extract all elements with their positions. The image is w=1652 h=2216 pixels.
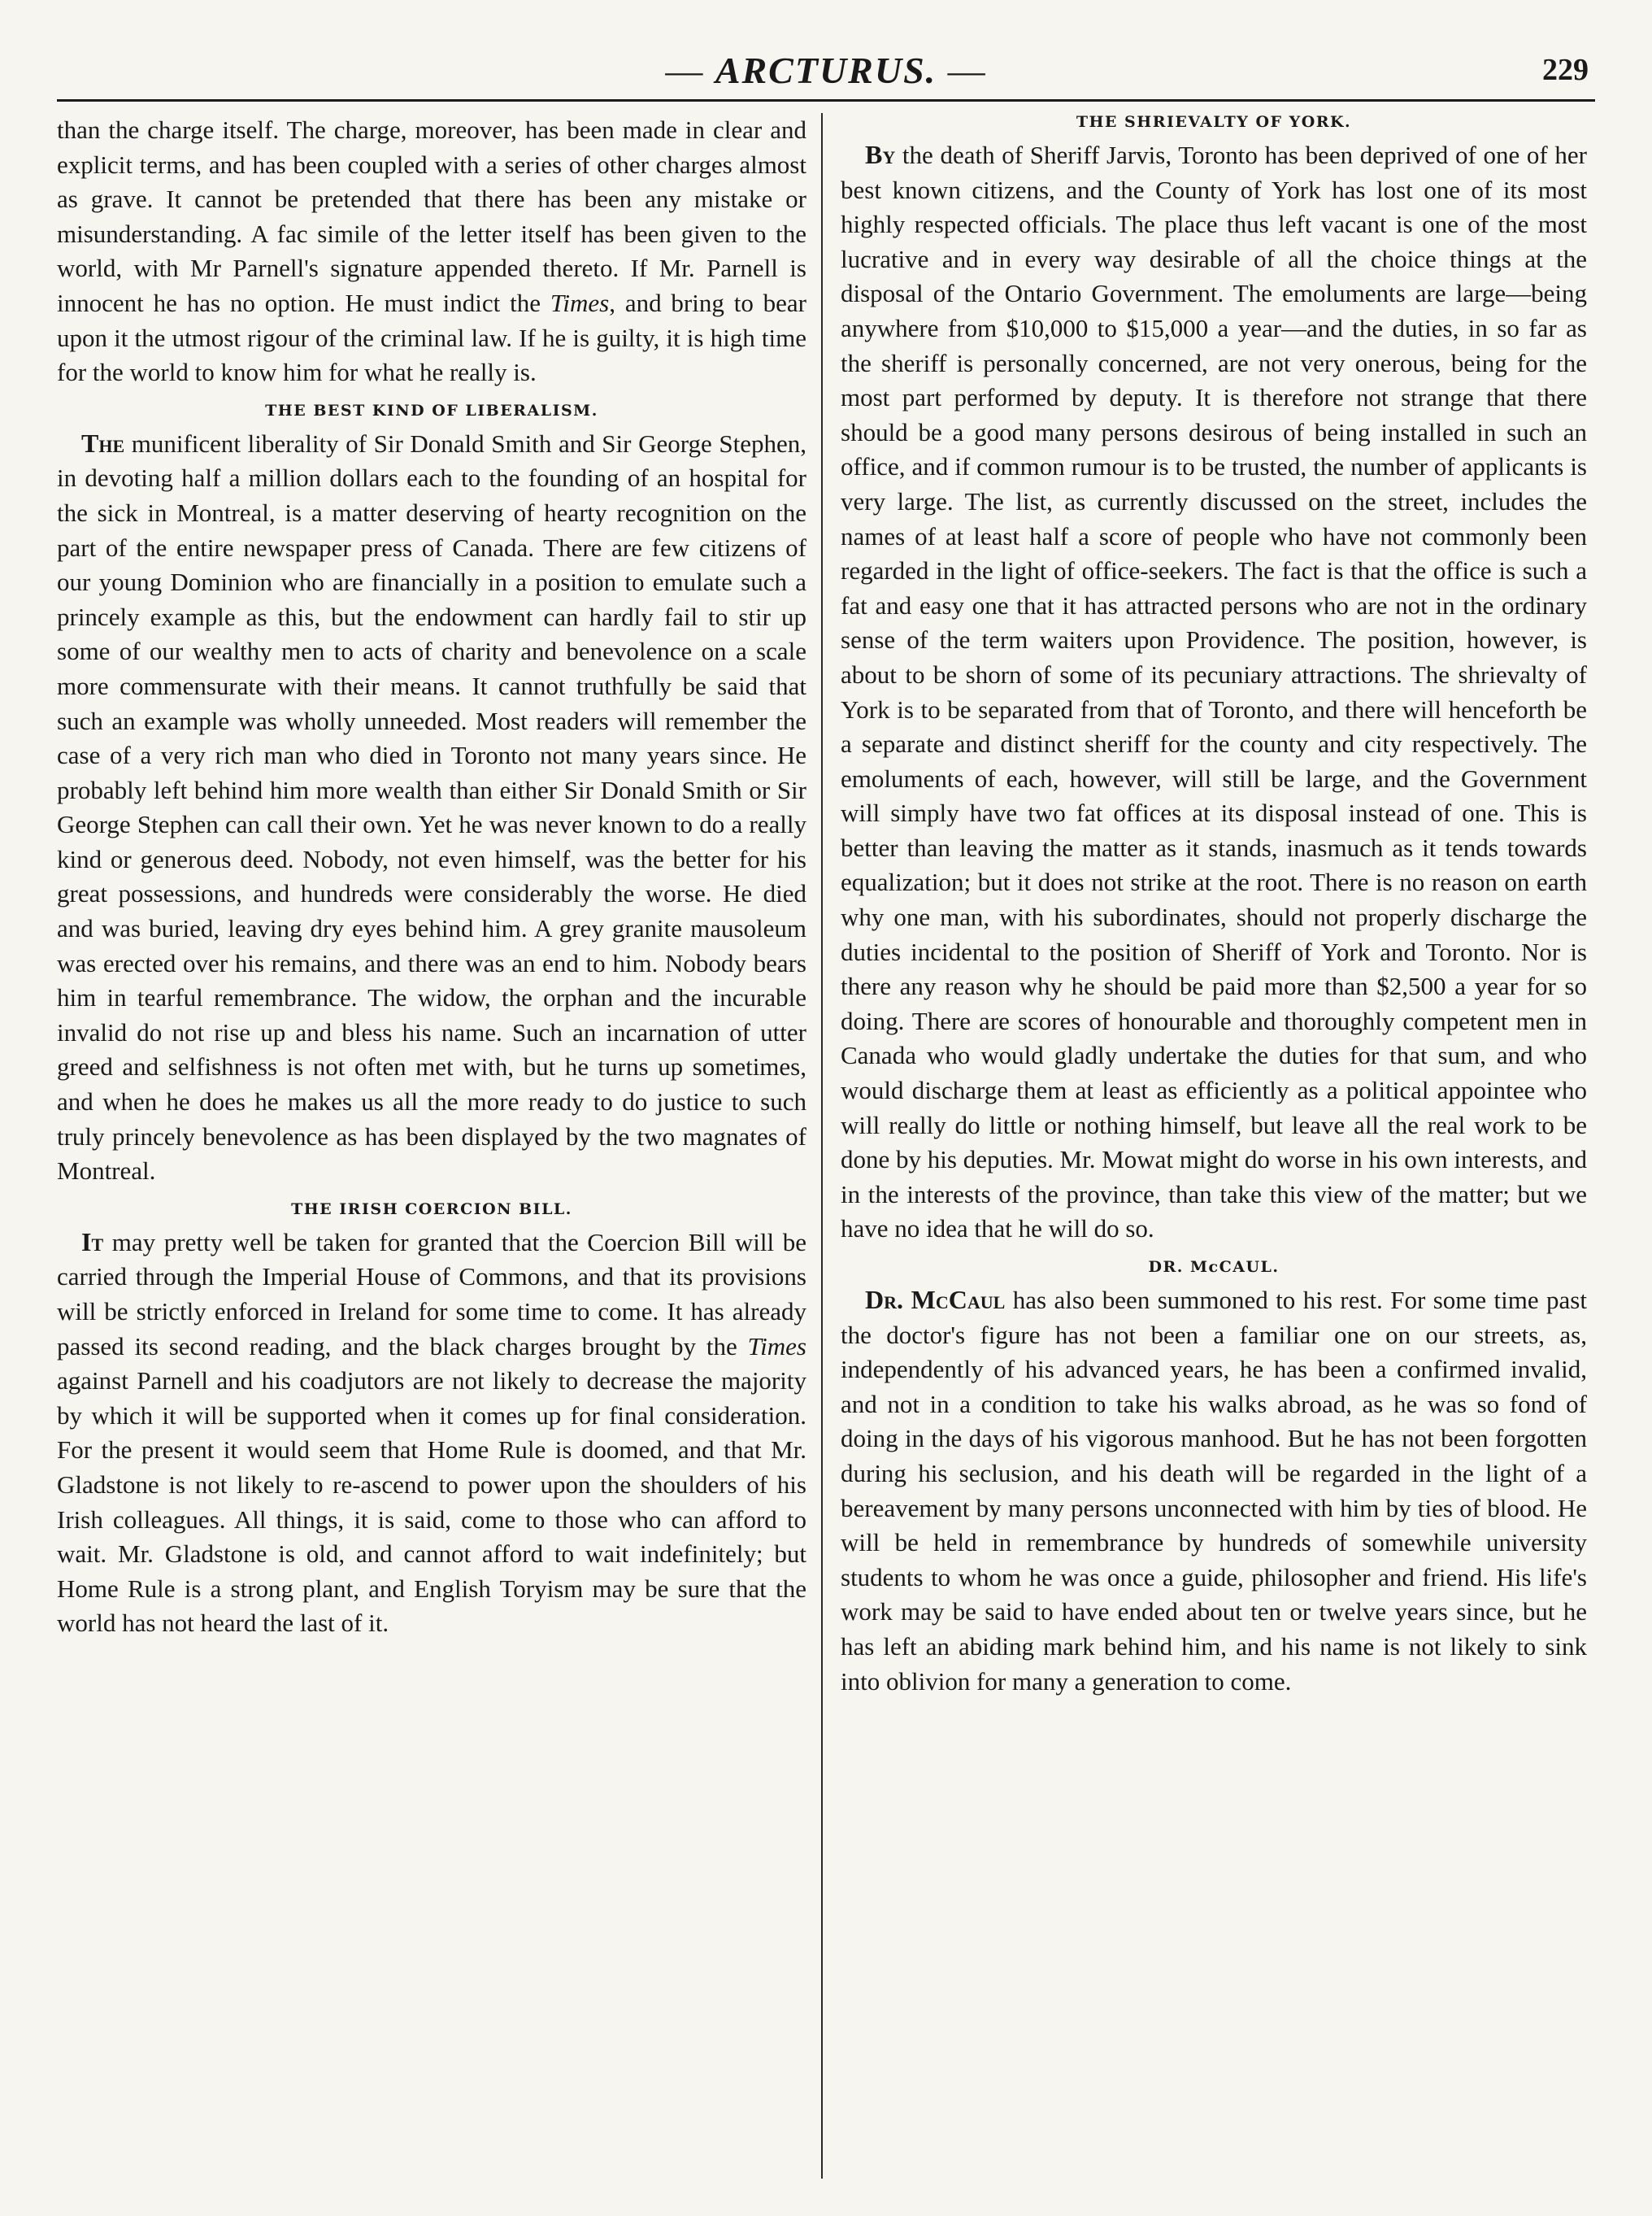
continuation-end-text: , and bring to bear upon it the utmost rigour of the criminal law. If he is guilty, it is high time for the world to know him for what he really is. — [57, 288, 807, 387]
article-best-kind-of-liberalism — [57, 426, 806, 1189]
lead-word: It — [81, 1226, 104, 1256]
times-reference: Times — [550, 288, 610, 317]
article-text: has also been summoned to his rest. For some time past the doctor's figure has not been a familiar one on our streets, as, independently of his advanced years, he has been a confirmed invalid, and not in a condition to take his walks abroad, as he was so fond of doing in the days of his vigorous manhood. But he has not been forgotten during his seclusion, and his death will be regarded in the light of a bereavement by many persons unconnected with him by ties of blood. He will be held in remembrance by hundreds of somewhile university students to whom he was once a guide, philosopher and friend. His life's work may be said to have ended about ten or twelve years since, but he has left an abiding mark behind him, and his name is not likely to sink into oblivion for many a generation to come. — [841, 1286, 1587, 1696]
lead-word: By — [865, 140, 896, 169]
masthead — [57, 42, 1595, 102]
continuation-text: than the charge itself. The charge, moreover, has been made in clear and explicit terms, and has been coupled with a series of other charges almost as grave. It cannot be pretended that there has been any mistake or misunderstanding. A fac simile of the letter itself has been given to the world, with Mr Parnell's signature appended thereto. If Mr. Parnell is innocent he has no option. He must indict the — [57, 115, 806, 317]
continued-article — [57, 113, 806, 390]
article-columns — [57, 113, 1595, 2195]
article-text: may pretty well be taken for granted that the Coercion Bill will be carried through the Imperial House of Commons, and that its provisions will be strictly enforced in Ireland for some time to come. It has already passed its second reading, and the black charges brought by the — [57, 1227, 806, 1361]
publication-title: — ARCTURUS. — — [665, 50, 987, 91]
article-dr-mccaul — [841, 1282, 1587, 1699]
heading-shrievalty-of-york: THE SHRIEVALTY OF YORK. — [1076, 113, 1352, 131]
article-irish-coercion-bill — [57, 1225, 806, 1641]
heading-best-kind-of-liberalism: THE BEST KIND OF LIBERALISM. — [265, 401, 598, 420]
right-column — [823, 113, 1587, 2195]
lead-word: Dr. McCaul — [865, 1285, 1006, 1314]
left-column — [57, 113, 821, 2195]
lead-word: The — [81, 428, 125, 458]
publication-title-text: ARCTURUS. — [715, 50, 937, 91]
article-text: the death of Sheriff Jarvis, Toronto has been deprived of one of her best known citizens, and the County of York has lost one of its most highly respected officials. The place thus left vacant is one of the most lucrative and in every way desirable of all the choice things at the disposal of the Ontario Government. The emoluments are large—being anywhere from $10,000 to $15,000 a year—and the duties, in so far as the sheriff is personally concerned, are not very onerous, being for the most part performed by deputy. It is therefore not strange that there should be a good many persons desirous of being installed in such an office, and if common rumour is to be trusted, the number of applicants is very large. The list, as currently discussed on the street, includes the names of at least half a score of people who have not commonly been regarded in the light of office-seekers. The fact is that the office is such a fat and easy one that it has attracted persons who are not in the ordinary sense of the term waiters upon Providence. The position, however, is about to be shorn of some of its pecuniary attractions. The shrievalty of York is to be separated from that of Toronto, and there will henceforth be a separate and distinct sheriff for the county and city respectively. The emoluments of each, however, will still be large, and the Government will simply have two fat offices at its disposal instead of one. This is better than leaving the matter as it stands, inasmuch as it tends towards equalization; but it does not strike at the root. There is no reason on earth why one man, with his subordinates, should not properly discharge the duties incidental to the position of Sheriff of York and Toronto. Nor is there any reason why he should be paid more than $2,500 a year for so doing. There are scores of honourable and thoroughly competent men in Canada who would gladly undertake the duties for that sum, and who would discharge them at least as efficiently as a political appointee who will really do little or nothing himself, but leave all the real work to be done by his deputies. Mr. Mowat might do worse in his own interests, and in the interests of the province, than take this view of the matter; but we have no idea that he will do so. — [841, 141, 1587, 1243]
article-text: against Parnell and his coadjutors are not likely to decrease the majority by which it will be supported when it comes up for final consideration. For the present it would seem that Home Rule is doomed, and that Mr. Gladstone is not likely to re-ascend to power upon the shoulders of his Irish colleagues. All things, it is said, come to those who can afford to wait. Mr. Gladstone is old, and cannot afford to wait indefinitely; but Home Rule is a strong plant, and English Toryism may be sure that the world has not heard the last of it. — [57, 1366, 806, 1638]
article-shrievalty-of-york — [841, 137, 1587, 1247]
times-reference: Times — [747, 1331, 806, 1361]
heading-irish-coercion-bill: THE IRISH COERCION BILL. — [291, 1199, 572, 1218]
page-number: 229 — [1542, 53, 1589, 87]
article-text: munificent liberality of Sir Donald Smith and Sir George Stephen, in devoting half a million dollars each to the founding of an hospital for the sick in Montreal, is a matter deserving of hearty recognition on the part of the entire newspaper press of Canada. There are few citizens of our young Dominion who are financially in a position to emulate such a princely example as this, but the endowment can hardly fail to stir up some of our wealthy men to acts of charity and benevolence on a scale more commensurate with their means. It cannot truthfully be said that such an example was wholly unneeded. Most readers will remember the case of a very rich man who died in Toronto not many years since. He probably left behind him more wealth than either Sir Donald Smith or Sir George Stephen can call their own. Yet he was never known to do a really kind or generous deed. Nobody, not even himself, was the better for his great possessions, and hundreds were considerably the worse. He died and was buried, leaving dry eyes behind him. A grey granite mausoleum was erected over his remains, and there was an end to him. Nobody bears him in tearful remembrance. The widow, the orphan and the incurable invalid do not rise up and bless his name. Such an incarnation of utter greed and selfishness is not often met with, but he turns up sometimes, and when he does he makes us all the more ready to do justice to such truly princely benevolence as has been displayed by the two magnates of Montreal. — [57, 429, 806, 1186]
heading-dr-mccaul: DR. McCAUL. — [1148, 1258, 1280, 1276]
